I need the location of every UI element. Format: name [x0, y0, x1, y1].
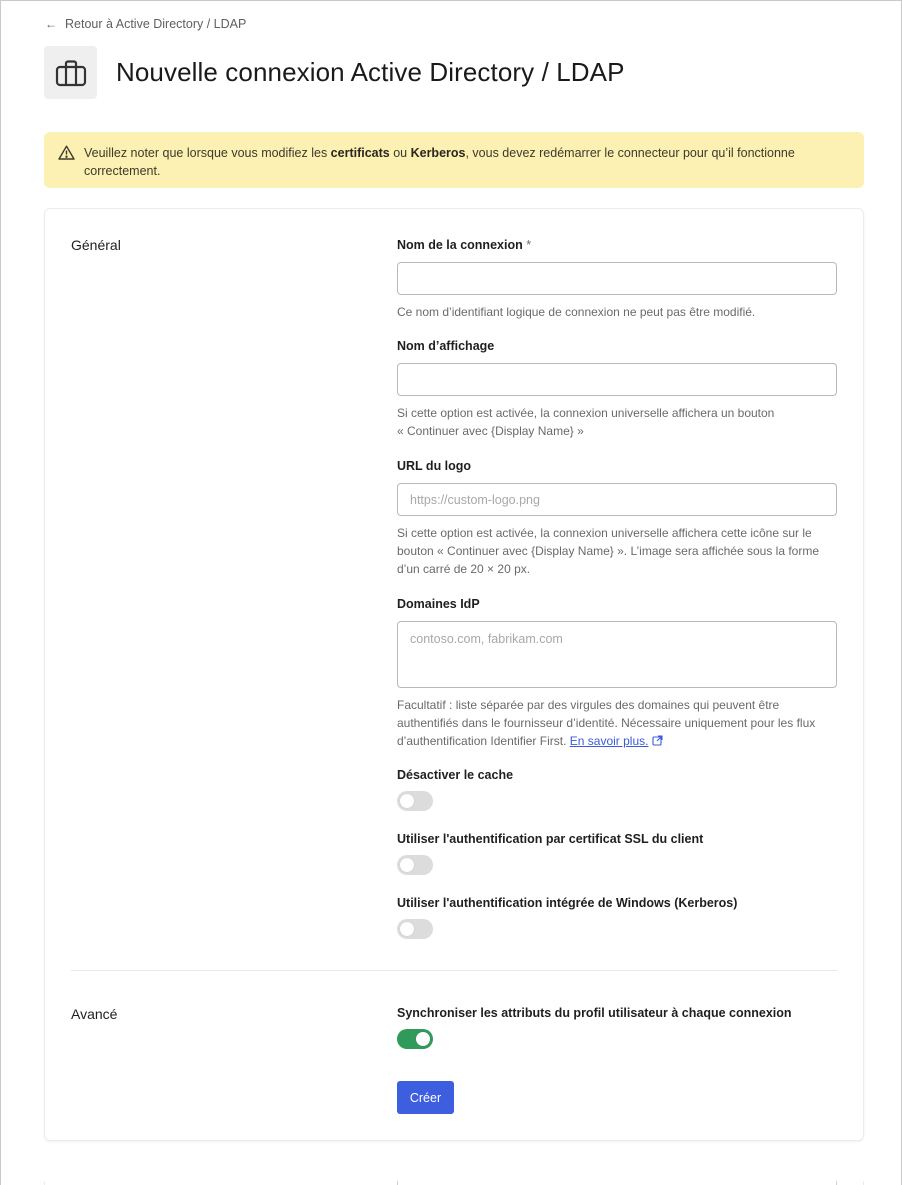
back-link-label: Retour à Active Directory / LDAP — [65, 17, 247, 31]
page-title: Nouvelle connexion Active Directory / LDAP — [116, 57, 625, 87]
connection-form-card — [44, 208, 864, 1141]
briefcase-icon — [44, 46, 97, 99]
section-divider — [71, 970, 837, 971]
divider-tick — [397, 1181, 398, 1185]
logo-url-help: Si cette option est activée, la connexion universelle affichera cette icône sur le bouton « Continuer avec {Display Name} ». L’image sera affichée sous la forme d’un carré de 20 × 20 px. — [397, 526, 820, 576]
toggle-field-kerberos — [397, 895, 737, 939]
alert-text-2: ou — [389, 146, 411, 160]
connection-name-label — [397, 237, 837, 253]
toggle-knob — [416, 1032, 430, 1046]
field-idp-domains — [397, 596, 837, 751]
learn-more-link[interactable]: En savoir plus. — [569, 734, 649, 748]
section-title-advanced: Avancé — [71, 1006, 118, 1022]
alert-text-3: , vous devez redémarrer le connecteur pour qu’il fonctionne correctement. — [84, 146, 795, 178]
field-display-name — [397, 338, 837, 440]
logo-url-input[interactable] — [397, 483, 837, 516]
idp-domains-help — [397, 696, 837, 751]
idp-domains-textarea[interactable] — [397, 621, 837, 688]
sync-profile-toggle[interactable] — [397, 1029, 433, 1049]
alert-text-1: Veuillez noter que lorsque vous modifiez les — [84, 146, 331, 160]
disable-cache-toggle[interactable] — [397, 791, 433, 811]
back-link[interactable] — [45, 17, 246, 31]
sync-profile-label: Synchroniser les attributs du profil utilisateur à chaque connexion — [397, 1006, 792, 1020]
warning-alert — [44, 132, 864, 188]
toggle-knob — [400, 794, 414, 808]
field-logo-url — [397, 458, 837, 578]
display-name-help — [397, 404, 837, 440]
section-title-general: Général — [71, 237, 121, 253]
display-name-input[interactable] — [397, 363, 837, 396]
connection-name-input[interactable] — [397, 262, 837, 295]
toggle-field-ssl-client-cert — [397, 831, 703, 875]
external-link-icon[interactable] — [652, 733, 663, 751]
divider-tick — [836, 1181, 837, 1185]
display-name-help-line2: « Continuer avec {Display Name} » — [397, 424, 584, 438]
create-button[interactable]: Créer — [397, 1081, 454, 1114]
arrow-left-icon: ← — [45, 17, 57, 31]
alert-bold-certificats: certificats — [330, 146, 390, 160]
display-name-label: Nom d’affichage — [397, 339, 495, 353]
connection-name-help: Ce nom d’identifiant logique de connexion ne peut pas être modifié. — [397, 305, 756, 319]
kerberos-label: Utiliser l'authentification intégrée de Windows (Kerberos) — [397, 896, 738, 910]
toggle-knob — [400, 858, 414, 872]
idp-domains-help-text: Facultatif : liste séparée par des virgules des domaines qui peuvent être authentifiés dans le fournisseur d’identité. Nécessaire uniquement pour les flux d’authentification Identifier First. — [397, 698, 816, 748]
toggle-field-sync-profile — [397, 1005, 792, 1049]
alert-bold-kerberos: Kerberos — [410, 146, 466, 160]
field-connection-name — [397, 237, 837, 321]
ssl-client-cert-toggle[interactable] — [397, 855, 433, 875]
toggle-field-disable-cache — [397, 767, 513, 811]
toggle-knob — [400, 922, 414, 936]
disable-cache-label: Désactiver le cache — [397, 768, 514, 782]
display-name-help-line1: Si cette option est activée, la connexion universelle affichera un bouton — [397, 406, 775, 420]
required-marker: * — [526, 238, 532, 252]
ssl-client-cert-label: Utiliser l'authentification par certificat SSL du client — [397, 832, 704, 846]
warning-icon — [58, 145, 75, 165]
connection-name-label-text: Nom de la connexion — [397, 238, 523, 252]
logo-url-label: URL du logo — [397, 459, 472, 473]
page-header — [44, 46, 625, 99]
kerberos-toggle[interactable] — [397, 919, 433, 939]
next-card-edge — [44, 1181, 864, 1185]
idp-domains-label: Domaines IdP — [397, 597, 480, 611]
